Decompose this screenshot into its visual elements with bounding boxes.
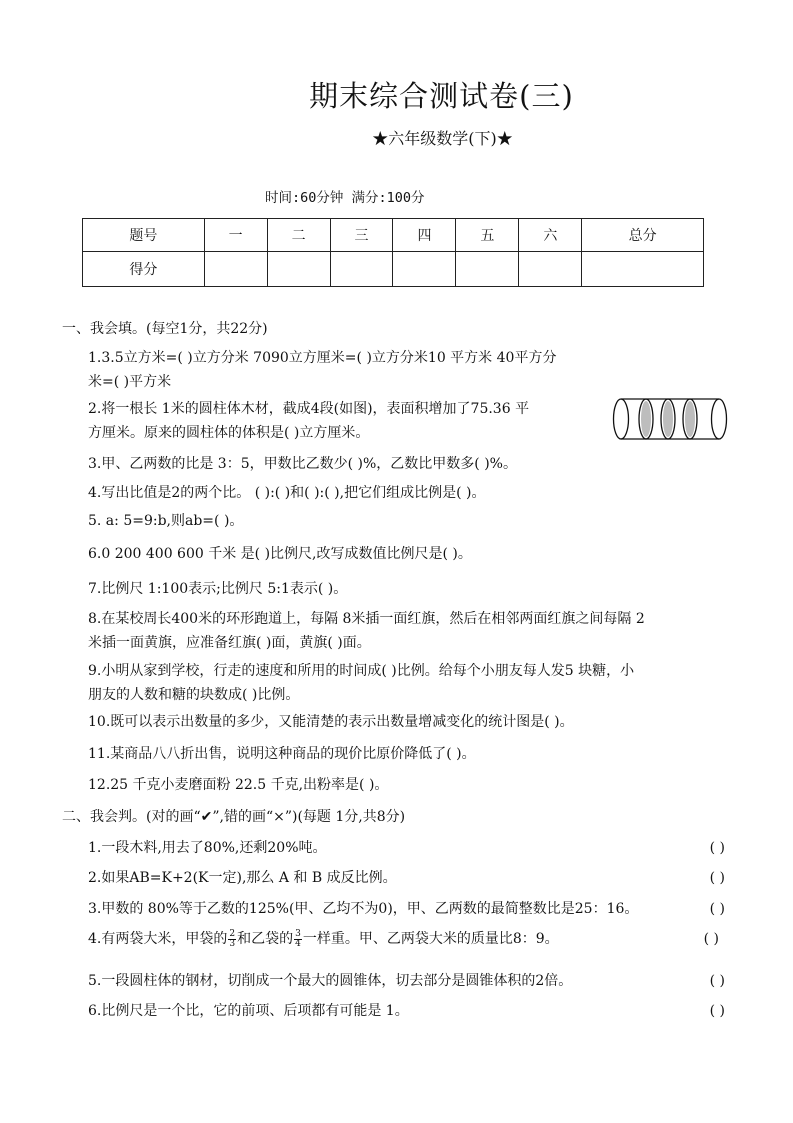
score-header-cell: 五 [456,219,519,252]
judge-question: 3.甲数的 80%等于乙数的125%(甲、乙均不为0)，甲、乙两数的最简整数比是25：16。 [88,901,639,917]
score-cell[interactable] [519,252,582,287]
page-subtitle: ★六年级数学(下)★ [372,129,513,148]
score-cell[interactable] [267,252,330,287]
answer-paren[interactable]: ( ) [709,973,725,989]
score-cell[interactable] [393,252,456,287]
score-header-cell: 六 [519,219,582,252]
judge-question: 1.一段木料,用去了80%,还剩20%吨。 [88,840,327,856]
score-cell[interactable] [204,252,267,287]
page-title: 期末综合测试卷(三) [309,79,574,113]
fraction: $\frac{2}{3}$ [229,928,236,949]
cylinder-figure [612,396,730,442]
question-line: 8.在某校周长400米的环形跑道上，每隔 8米插一面红旗，然后在相邻两面红旗之间每隔 2 [88,611,645,627]
score-header-cell: 二 [267,219,330,252]
score-header-cell: 一 [204,219,267,252]
question-text: 和乙袋的 [237,931,294,947]
answer-paren[interactable]: ( ) [709,1003,725,1019]
section-heading: 一、我会填。(每空1分，共22分) [62,321,268,337]
score-header-cell: 题号 [83,219,205,252]
answer-paren[interactable]: ( ) [709,870,725,886]
score-cell[interactable] [330,252,393,287]
question-line: 12.25 千克小麦磨面粉 22.5 千克,出粉率是( )。 [88,777,389,793]
question-line: 4.写出比值是2的两个比。 ( ):( )和( ):( ),把它们组成比例是( )。 [88,485,486,501]
judge-question: 6.比例尺是一个比，它的前项、后项都有可能是 1。 [88,1003,409,1019]
question-line: 6.0 200 400 600 千米 是( )比例尺,改写成数值比例尺是( )。 [88,546,472,562]
time-info: 时间:60分钟 满分:100分 [265,190,425,206]
fraction: $\frac{3}{4}$ [295,928,301,949]
question-line: 11.某商品八八折出售，说明这种商品的现价比原价降低了( )。 [88,746,476,762]
score-header-cell: 三 [330,219,393,252]
answer-paren[interactable]: ( ) [709,840,725,856]
score-header-cell: 总分 [582,219,704,252]
section-heading: 二、我会判。(对的画“✔”,错的画“×”)(每题 1分,共8分) [62,809,406,825]
score-table [82,218,704,287]
question-line: 米=( )平方米 [88,374,172,390]
score-table-score-row [83,252,704,287]
question-line: 米插一面黄旗，应准备红旗( )面，黄旗( )面。 [88,635,371,651]
question-text: 4.有两袋大米，甲袋的 [88,931,228,947]
question-line: 7.比例尺 1:100表示;比例尺 5:1表示( )。 [88,581,348,597]
question-line: 朋友的人数和糖的块数成( )比例。 [88,687,300,703]
score-cell[interactable] [456,252,519,287]
score-header-cell: 四 [393,219,456,252]
score-row-label: 得分 [83,252,205,287]
question-line: 1.3.5立方米=( )立方分米 7090立方厘米=( )立方分米10 平方米 40平方分 [88,350,557,366]
score-cell[interactable] [582,252,704,287]
question-line: 2.将一根长 1米的圆柱体木材，截成4段(如图)，表面积增加了75.36 平 [88,401,530,417]
answer-paren[interactable]: ( ) [703,931,719,947]
question-line: 5. a: 5=9:b,则ab=( )。 [88,513,244,529]
answer-paren[interactable]: ( ) [709,901,725,917]
question-line: 方厘米。原来的圆柱体的体积是( )立方厘米。 [88,425,370,441]
judge-question [88,927,559,951]
judge-question: 2.如果AB=K+2(K一定),那么 A 和 B 成反比例。 [88,870,397,886]
question-line: 9.小明从家到学校，行走的速度和所用的时间成( )比例。给每个小朋友每人发5 块糖，小 [88,663,635,679]
score-table-header-row [83,219,704,252]
question-line: 3.甲、乙两数的比是 3：5，甲数比乙数少( )%，乙数比甲数多( )%。 [88,456,517,472]
question-text: 一样重。甲、乙两袋大米的质量比8：9。 [302,931,559,947]
question-line: 10.既可以表示出数量的多少，又能清楚的表示出数量增减变化的统计图是( )。 [88,714,574,730]
judge-question: 5.一段圆柱体的钢材，切削成一个最大的圆锥体，切去部分是圆锥体积的2倍。 [88,973,573,989]
